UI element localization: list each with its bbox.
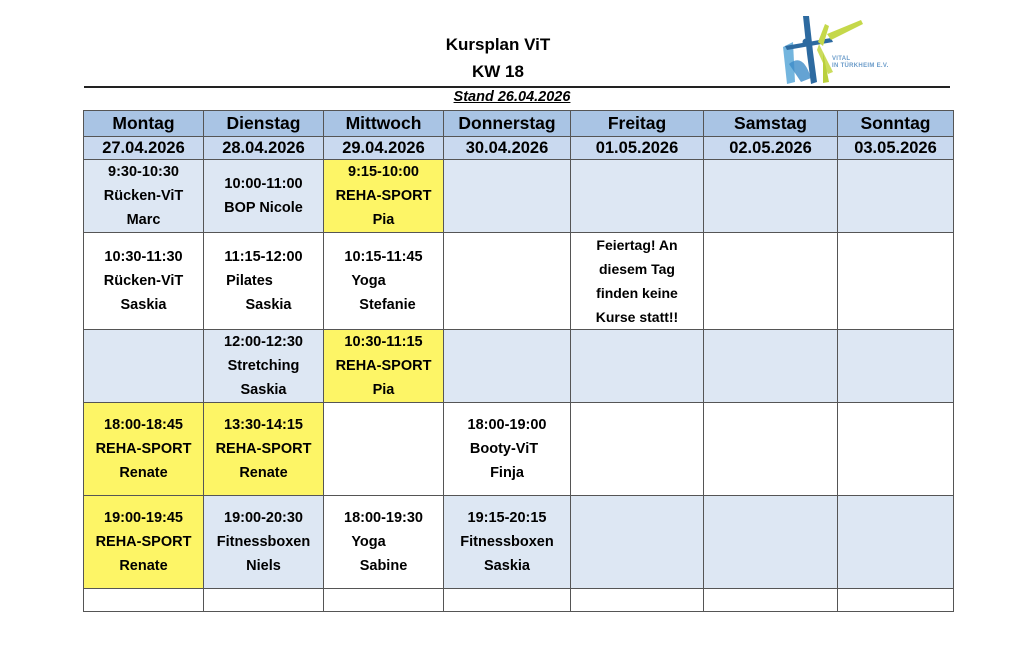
date-header-row xyxy=(84,137,954,160)
schedule-table xyxy=(83,110,954,612)
course-cell: 19:15-20:15 Fitnessboxen Saskia xyxy=(444,496,571,589)
date-header: 29.04.2026 xyxy=(324,137,444,160)
table-row xyxy=(84,233,954,330)
week-label: KW 18 xyxy=(472,62,524,81)
empty-cell xyxy=(204,589,324,612)
date-header: 27.04.2026 xyxy=(84,137,204,160)
table-row xyxy=(84,330,954,403)
empty-cell xyxy=(838,233,954,330)
course-cell: 11:15-12:00 Pilates Saskia xyxy=(204,233,324,330)
empty-cell xyxy=(571,589,704,612)
course-cell: 10:15-11:45 Yoga Stefanie xyxy=(324,233,444,330)
date-header: 03.05.2026 xyxy=(838,137,954,160)
empty-cell xyxy=(704,330,838,403)
course-cell: 10:00-11:00 BOP Nicole xyxy=(204,160,324,233)
date-header: 02.05.2026 xyxy=(704,137,838,160)
header-rule xyxy=(84,86,950,88)
empty-cell xyxy=(838,496,954,589)
table-row xyxy=(84,589,954,612)
day-header: Freitag xyxy=(571,111,704,137)
course-cell-reha: 10:30-11:15 REHA-SPORT Pia xyxy=(324,330,444,403)
course-cell: 18:00-19:00 Booty-ViT Finja xyxy=(444,403,571,496)
empty-cell xyxy=(704,160,838,233)
course-cell: 9:30-10:30 Rücken-ViT Marc xyxy=(84,160,204,233)
table-row xyxy=(84,496,954,589)
date-header: 01.05.2026 xyxy=(571,137,704,160)
day-header: Sonntag xyxy=(838,111,954,137)
date-header: 28.04.2026 xyxy=(204,137,324,160)
empty-cell xyxy=(704,496,838,589)
empty-cell xyxy=(838,330,954,403)
table-row xyxy=(84,403,954,496)
course-cell: 18:00-19:30 Yoga Sabine xyxy=(324,496,444,589)
day-header: Mittwoch xyxy=(324,111,444,137)
empty-cell xyxy=(84,330,204,403)
course-cell: 12:00-12:30 Stretching Saskia xyxy=(204,330,324,403)
vit-logo-icon xyxy=(773,12,883,88)
empty-cell xyxy=(324,403,444,496)
empty-cell xyxy=(324,589,444,612)
empty-cell xyxy=(571,330,704,403)
empty-cell xyxy=(838,160,954,233)
empty-cell xyxy=(571,160,704,233)
empty-cell xyxy=(704,233,838,330)
empty-cell xyxy=(571,496,704,589)
empty-cell xyxy=(704,403,838,496)
day-header: Dienstag xyxy=(204,111,324,137)
empty-cell xyxy=(571,403,704,496)
date-header: 30.04.2026 xyxy=(444,137,571,160)
table-row xyxy=(84,160,954,233)
day-header: Montag xyxy=(84,111,204,137)
course-cell: 19:00-20:30 Fitnessboxen Niels xyxy=(204,496,324,589)
course-cell-reha: 18:00-18:45 REHA-SPORT Renate xyxy=(84,403,204,496)
empty-cell xyxy=(444,330,571,403)
empty-cell xyxy=(444,160,571,233)
empty-cell xyxy=(704,589,838,612)
empty-cell xyxy=(444,233,571,330)
holiday-note-cell: Feiertag! An diesem Tag finden keine Kurse statt!! xyxy=(571,233,704,330)
logo-text: VITAL IN TÜRKHEIM E.V. xyxy=(832,56,889,69)
page-title: Kursplan ViT xyxy=(445,35,551,54)
empty-cell xyxy=(444,589,571,612)
day-header-row xyxy=(84,111,954,137)
empty-cell xyxy=(838,589,954,612)
empty-cell xyxy=(84,589,204,612)
day-header: Donnerstag xyxy=(444,111,571,137)
course-cell-reha: 9:15-10:00 REHA-SPORT Pia xyxy=(324,160,444,233)
course-cell: 10:30-11:30 Rücken-ViT Saskia xyxy=(84,233,204,330)
course-cell-reha: 13:30-14:15 REHA-SPORT Renate xyxy=(204,403,324,496)
stand-date: Stand 26.04.2026 xyxy=(453,89,571,105)
day-header: Samstag xyxy=(704,111,838,137)
empty-cell xyxy=(838,403,954,496)
course-cell-reha: 19:00-19:45 REHA-SPORT Renate xyxy=(84,496,204,589)
